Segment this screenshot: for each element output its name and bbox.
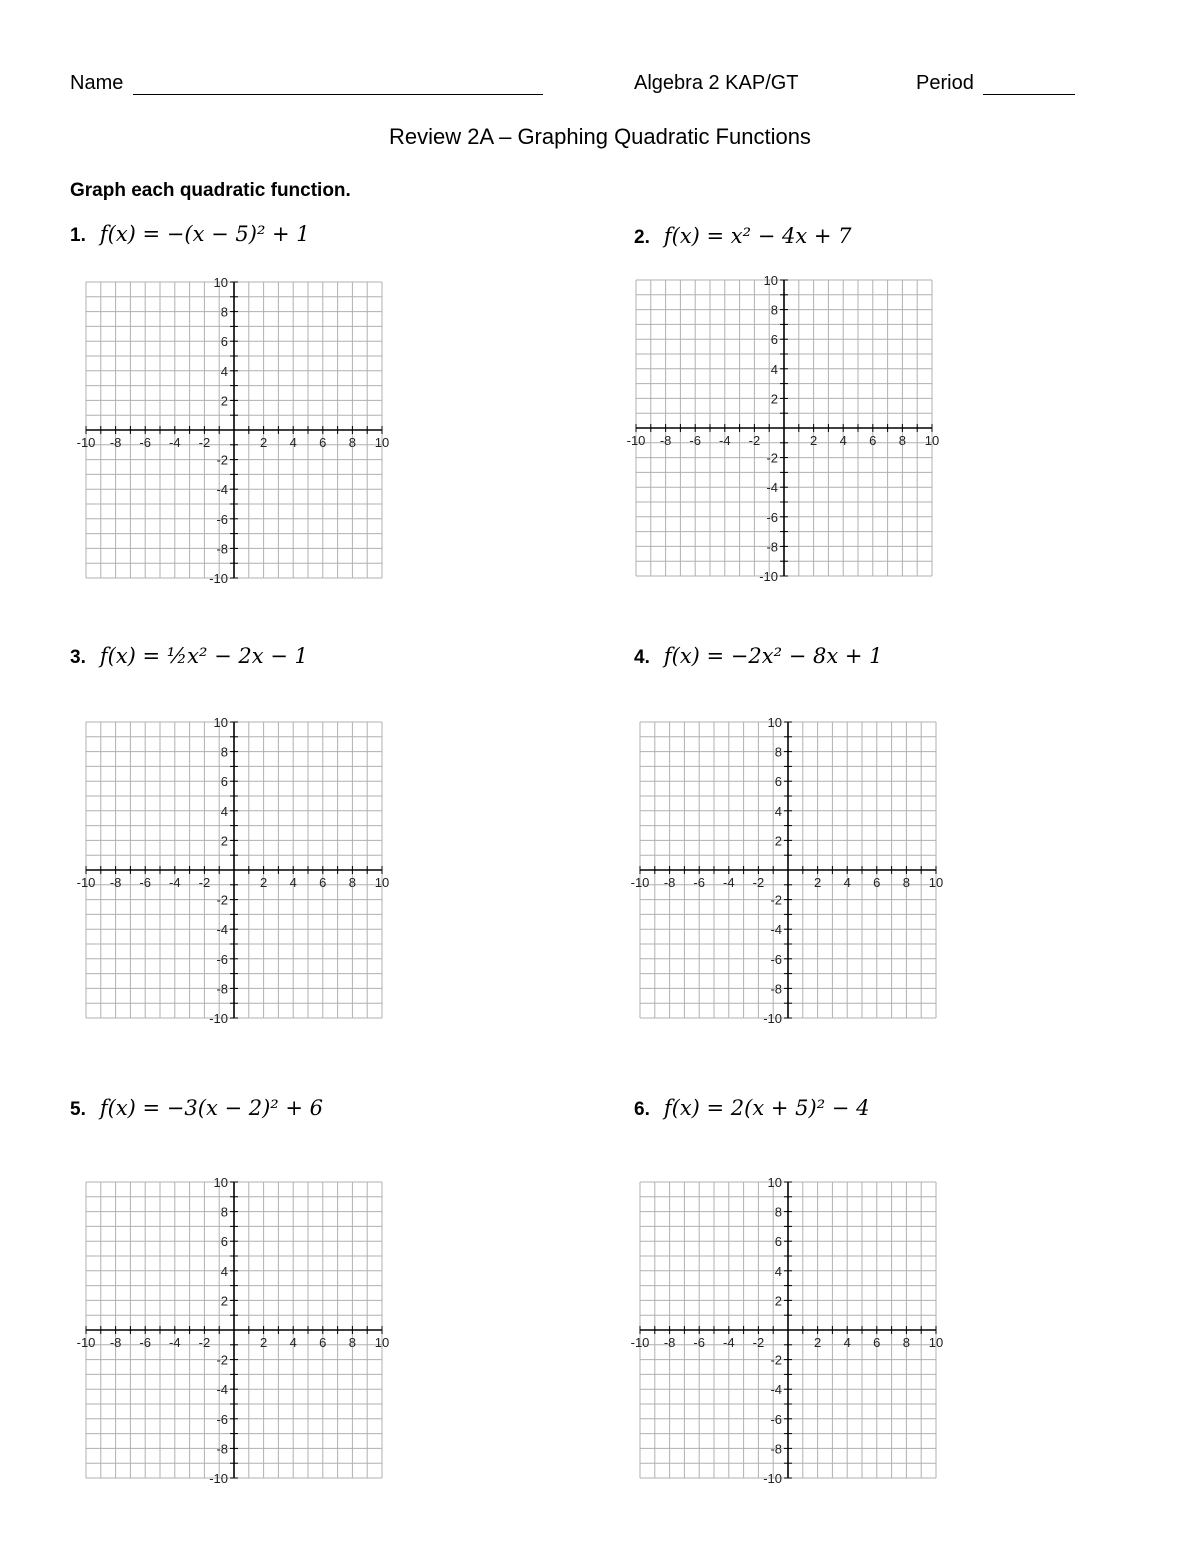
y-tick-label: 2 xyxy=(774,1293,782,1309)
grid-svg[interactable] xyxy=(624,706,952,1034)
y-tick-label: 10 xyxy=(213,715,228,730)
x-tick-label: 6 xyxy=(319,875,327,890)
problem-equation: f(x) = ½x² − 2x − 1 xyxy=(99,644,308,668)
x-tick-label: 8 xyxy=(902,1335,911,1350)
x-tick-label: -4 xyxy=(723,1335,735,1350)
period-blank-line[interactable] xyxy=(983,74,1075,95)
y-tick-label: -6 xyxy=(216,951,228,967)
y-tick-label: -8 xyxy=(766,539,778,555)
x-tick-label: -6 xyxy=(693,875,705,890)
y-tick-label: -4 xyxy=(216,922,228,938)
x-tick-label: 4 xyxy=(839,433,847,448)
problem-equation: f(x) = −(x − 5)² + 1 xyxy=(99,222,310,246)
y-tick-label: 6 xyxy=(774,1234,782,1250)
problem-equation: f(x) = x² − 4x + 7 xyxy=(663,224,852,248)
x-tick-label: -4 xyxy=(169,875,181,890)
y-tick-label: -8 xyxy=(216,541,228,557)
x-tick-label: -6 xyxy=(693,1335,705,1350)
y-tick-label: 6 xyxy=(774,774,782,790)
grid-svg[interactable] xyxy=(620,264,948,592)
x-tick-label: -8 xyxy=(663,1335,676,1350)
y-tick-label: -2 xyxy=(216,892,228,908)
y-tick-label: 4 xyxy=(774,1263,782,1279)
x-tick-label: 2 xyxy=(813,875,822,890)
y-tick-label: -10 xyxy=(209,571,228,586)
x-tick-label: -4 xyxy=(723,875,735,890)
x-tick-label: -6 xyxy=(139,1335,151,1350)
y-tick-label: -4 xyxy=(770,922,782,938)
x-tick-label: 2 xyxy=(813,1335,822,1350)
x-tick-label: -4 xyxy=(169,1335,181,1350)
y-tick-label: -2 xyxy=(770,1352,782,1368)
problem-3 xyxy=(70,644,308,669)
x-tick-label: 4 xyxy=(289,875,297,890)
x-tick-label: 6 xyxy=(869,433,877,448)
y-tick-label: -10 xyxy=(759,569,778,584)
grid-svg[interactable] xyxy=(624,1166,952,1494)
y-tick-label: 6 xyxy=(220,1234,228,1250)
y-tick-label: 6 xyxy=(770,332,778,348)
y-tick-label: -4 xyxy=(770,1382,782,1398)
grid-svg[interactable] xyxy=(70,706,398,1034)
coordinate-grid-4[interactable] xyxy=(624,706,952,1039)
y-tick-label: 4 xyxy=(220,363,228,379)
y-tick-label: -10 xyxy=(209,1011,228,1026)
y-tick-label: -6 xyxy=(770,1411,782,1427)
y-tick-label: -4 xyxy=(216,1382,228,1398)
grid-svg[interactable] xyxy=(70,1166,398,1494)
x-tick-label: 2 xyxy=(259,435,268,450)
coordinate-grid-6[interactable] xyxy=(624,1166,952,1499)
coordinate-grid-5[interactable] xyxy=(70,1166,398,1499)
x-tick-label: 10 xyxy=(374,1335,390,1350)
x-tick-label: 2 xyxy=(259,1335,268,1350)
y-tick-label: 8 xyxy=(770,302,778,318)
x-tick-label: -10 xyxy=(630,875,650,890)
x-tick-label: -8 xyxy=(109,1335,122,1350)
y-tick-label: -2 xyxy=(766,450,778,466)
x-tick-label: 8 xyxy=(898,433,907,448)
problem-5 xyxy=(70,1096,323,1121)
y-tick-label: -6 xyxy=(766,509,778,525)
coordinate-grid-3[interactable] xyxy=(70,706,398,1039)
x-tick-label: 6 xyxy=(873,1335,881,1350)
coordinate-grid-2[interactable] xyxy=(620,264,948,597)
y-tick-label: -8 xyxy=(770,1441,782,1457)
x-tick-label: -6 xyxy=(139,875,151,890)
y-tick-label: 6 xyxy=(220,774,228,790)
y-tick-label: 8 xyxy=(774,744,782,760)
x-tick-label: 10 xyxy=(928,1335,944,1350)
x-tick-label: 6 xyxy=(319,1335,327,1350)
y-tick-label: 4 xyxy=(774,803,782,819)
x-tick-label: -8 xyxy=(109,875,122,890)
problem-6 xyxy=(634,1096,869,1121)
x-tick-label: 4 xyxy=(289,1335,297,1350)
x-tick-label: -6 xyxy=(139,435,151,450)
x-tick-label: -10 xyxy=(76,875,96,890)
y-tick-label: -8 xyxy=(770,981,782,997)
y-tick-label: 10 xyxy=(213,275,228,290)
y-tick-label: 8 xyxy=(220,1204,228,1220)
x-tick-label: -10 xyxy=(626,433,646,448)
y-tick-label: -6 xyxy=(216,1411,228,1427)
problem-equation: f(x) = −3(x − 2)² + 6 xyxy=(99,1096,324,1120)
grid-svg[interactable] xyxy=(70,266,398,594)
x-tick-label: 2 xyxy=(259,875,268,890)
x-tick-label: 10 xyxy=(374,875,390,890)
x-tick-label: 8 xyxy=(348,435,357,450)
x-tick-label: 4 xyxy=(843,875,851,890)
y-tick-label: -8 xyxy=(216,1441,228,1457)
page-title: Review 2A – Graphing Quadratic Functions xyxy=(389,124,811,149)
x-tick-label: 10 xyxy=(374,435,390,450)
x-tick-label: -10 xyxy=(76,435,96,450)
problem-number: 5. xyxy=(70,1099,86,1120)
y-tick-label: 2 xyxy=(220,393,228,409)
course-label: Algebra 2 KAP/GT xyxy=(634,72,799,94)
problem-number: 3. xyxy=(70,647,86,668)
y-tick-label: 10 xyxy=(767,715,782,730)
x-tick-label: -10 xyxy=(76,1335,96,1350)
y-tick-label: -10 xyxy=(763,1471,782,1486)
y-tick-label: 4 xyxy=(220,803,228,819)
y-tick-label: -10 xyxy=(763,1011,782,1026)
y-tick-label: -6 xyxy=(216,511,228,527)
y-tick-label: -8 xyxy=(216,981,228,997)
problem-equation: f(x) = 2(x + 5)² − 4 xyxy=(663,1096,870,1120)
x-tick-label: -4 xyxy=(719,433,731,448)
problem-number: 2. xyxy=(634,227,650,248)
y-tick-label: 8 xyxy=(220,744,228,760)
x-tick-label: 6 xyxy=(319,435,327,450)
name-blank-line[interactable] xyxy=(133,74,543,95)
y-tick-label: 10 xyxy=(763,273,778,288)
x-tick-label: 8 xyxy=(348,875,357,890)
x-tick-label: -8 xyxy=(659,433,672,448)
name-field[interactable] xyxy=(70,72,543,95)
y-tick-label: 4 xyxy=(770,361,778,377)
y-tick-label: -10 xyxy=(209,1471,228,1486)
problem-2 xyxy=(634,224,852,249)
y-tick-label: 10 xyxy=(213,1175,228,1190)
x-tick-label: -2 xyxy=(752,875,765,890)
y-tick-label: -2 xyxy=(216,1352,228,1368)
x-tick-label: 6 xyxy=(873,875,881,890)
y-tick-label: -2 xyxy=(770,892,782,908)
x-tick-label: -2 xyxy=(198,435,211,450)
y-tick-label: 2 xyxy=(220,1293,228,1309)
x-tick-label: 10 xyxy=(924,433,940,448)
period-label: Period xyxy=(916,72,974,94)
x-tick-label: -2 xyxy=(198,1335,211,1350)
y-tick-label: 2 xyxy=(770,391,778,407)
y-tick-label: -6 xyxy=(770,951,782,967)
x-tick-label: -6 xyxy=(689,433,701,448)
name-label: Name xyxy=(70,72,124,94)
y-tick-label: 10 xyxy=(767,1175,782,1190)
y-tick-label: 2 xyxy=(774,833,782,849)
problem-equation: f(x) = −2x² − 8x + 1 xyxy=(663,644,883,668)
x-tick-label: -4 xyxy=(169,435,181,450)
problem-number: 6. xyxy=(634,1099,650,1120)
problem-1 xyxy=(70,222,310,247)
y-tick-label: -2 xyxy=(216,452,228,468)
y-tick-label: 6 xyxy=(220,334,228,350)
x-tick-label: -8 xyxy=(663,875,676,890)
y-tick-label: 2 xyxy=(220,833,228,849)
x-tick-label: -2 xyxy=(752,1335,765,1350)
x-tick-label: 8 xyxy=(348,1335,357,1350)
problem-number: 1. xyxy=(70,225,86,246)
x-tick-label: 4 xyxy=(843,1335,851,1350)
instructions: Graph each quadratic function. xyxy=(70,180,351,201)
y-tick-label: -4 xyxy=(766,480,778,496)
x-tick-label: -2 xyxy=(748,433,761,448)
coordinate-grid-1[interactable] xyxy=(70,266,398,599)
x-tick-label: 10 xyxy=(928,875,944,890)
problem-4 xyxy=(634,644,882,669)
y-tick-label: -4 xyxy=(216,482,228,498)
y-tick-label: 4 xyxy=(220,1263,228,1279)
x-tick-label: 4 xyxy=(289,435,297,450)
problem-number: 4. xyxy=(634,647,650,668)
period-field[interactable] xyxy=(916,72,1075,95)
x-tick-label: -8 xyxy=(109,435,122,450)
x-tick-label: 2 xyxy=(809,433,818,448)
y-tick-label: 8 xyxy=(774,1204,782,1220)
x-tick-label: 8 xyxy=(902,875,911,890)
y-tick-label: 8 xyxy=(220,304,228,320)
x-tick-label: -2 xyxy=(198,875,211,890)
x-tick-label: -10 xyxy=(630,1335,650,1350)
